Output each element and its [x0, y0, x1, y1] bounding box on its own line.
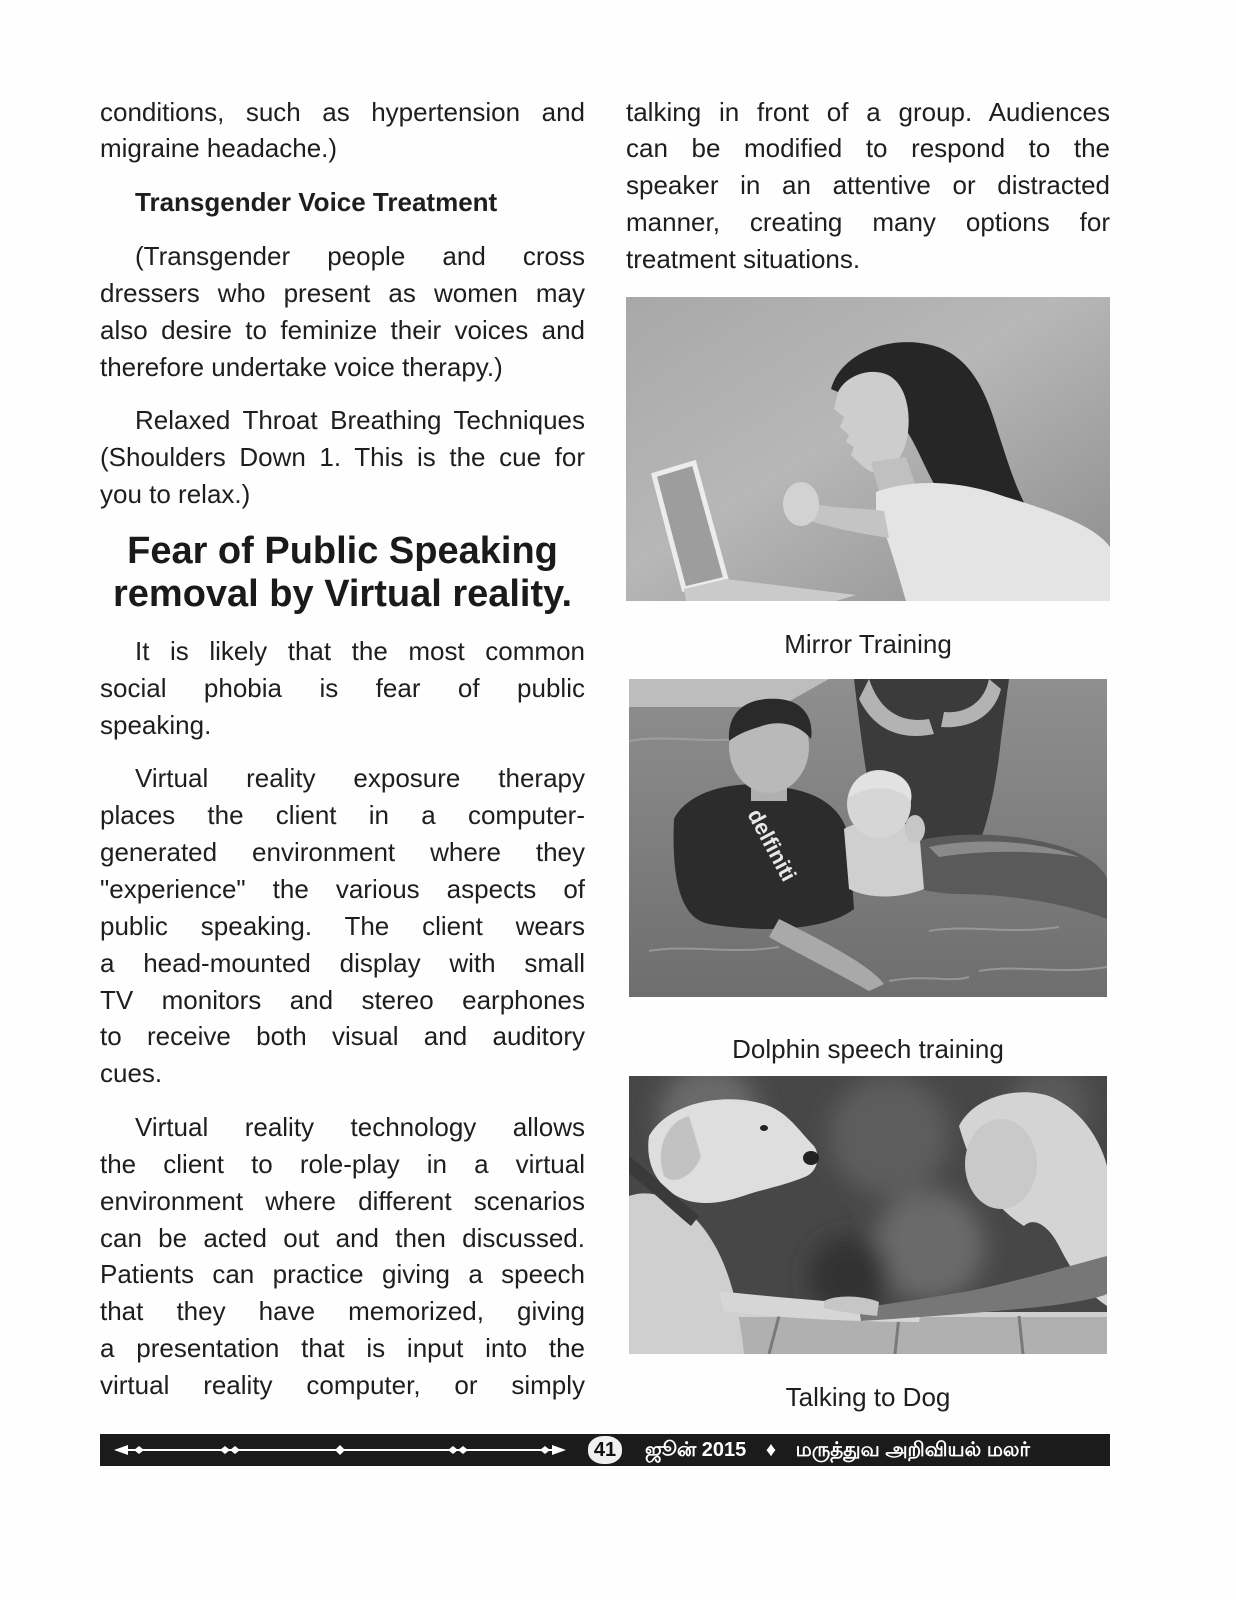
text-line: Relaxed Throat Breathing Techniques — [135, 405, 585, 436]
left-column — [100, 94, 585, 1404]
text-line: can be acted out and then discussed. — [100, 1222, 585, 1253]
continued-paragraph — [626, 94, 1110, 278]
text-line: virtual reality computer, or simply — [100, 1369, 585, 1400]
vest-lettering: delfiniti — [742, 804, 802, 886]
text-line: removal by Virtual reality. — [112, 572, 573, 615]
text-line: "experience" the various aspects of — [100, 874, 585, 904]
caption-dolphin-speech-training: Dolphin speech training — [732, 1034, 1004, 1064]
text-line: social phobia is fear of public — [100, 672, 585, 703]
text-line: Virtual reality technology allows — [135, 1112, 585, 1143]
text-line: cues. — [100, 1058, 163, 1089]
page-footer — [100, 1434, 1110, 1466]
right-column — [626, 94, 1110, 278]
text-line: manner, creating many options for — [626, 207, 1110, 238]
text-line: speaker in an attentive or distracted — [626, 170, 1110, 201]
page-number: 41 — [588, 1436, 622, 1464]
text-line: you to relax.) — [100, 479, 251, 510]
text-line: to receive both visual and auditory — [100, 1021, 585, 1052]
phobia-paragraph — [100, 633, 585, 744]
caption-talking-to-dog: Talking to Dog — [785, 1382, 951, 1412]
magazine-title: மருத்துவ அறிவியல் மலர் — [795, 1439, 1030, 1461]
caption-mirror-training: Mirror Training — [784, 629, 952, 659]
transgender-paragraph — [100, 238, 585, 385]
mirror-training-photo — [626, 297, 1110, 601]
text-line: (Transgender people and cross — [135, 241, 585, 272]
text-line: migraine headache.) — [100, 133, 338, 164]
text-line: a head-mounted display with small — [100, 947, 585, 978]
subheading-transgender-voice: Transgender Voice Treatment — [135, 187, 498, 218]
text-line: (Shoulders Down 1. This is the cue for — [100, 442, 585, 473]
text-line: therefore undertake voice therapy.) — [100, 351, 503, 382]
footer-ornament — [100, 1434, 580, 1466]
text-line: It is likely that the most common — [135, 635, 585, 666]
diamond-separator: ♦ — [765, 1439, 777, 1461]
text-line: Patients can practice giving a speech — [100, 1259, 585, 1290]
text-line: speaking. — [100, 709, 212, 740]
talking-to-dog-photo — [629, 1076, 1107, 1354]
text-line: that they have memorized, giving — [100, 1296, 585, 1327]
text-line: dressers who present as women may — [100, 277, 585, 308]
technology-paragraph — [100, 1109, 585, 1404]
text-line: Virtual reality exposure therapy — [135, 763, 585, 794]
exposure-paragraph — [100, 760, 585, 1092]
dolphin-speech-training-photo — [629, 679, 1107, 997]
text-line: conditions, such as hypertension and — [100, 96, 585, 127]
issue-date: ஜூன் 2015 — [645, 1439, 747, 1461]
text-line: generated environment where they — [100, 837, 585, 868]
text-line: public speaking. The client wears — [100, 910, 585, 941]
text-line: TV monitors and stereo earphones — [100, 984, 585, 1015]
text-line: Fear of Public Speaking — [127, 529, 558, 572]
intro-paragraph — [100, 94, 585, 168]
footer-issue-line — [645, 1434, 1044, 1466]
text-line: talking in front of a group. Audiences — [626, 96, 1110, 127]
text-line: the client to role-play in a virtual — [100, 1148, 585, 1179]
breathing-paragraph — [100, 402, 585, 513]
text-line: places the client in a computer- — [100, 800, 585, 831]
text-line: treatment situations. — [626, 243, 861, 274]
fist — [783, 482, 819, 526]
text-line: also desire to feminize their voices and — [100, 314, 585, 345]
text-line: can be modified to respond to the — [626, 133, 1110, 164]
text-line: environment where different scenarios — [100, 1185, 585, 1216]
section-heading — [100, 530, 585, 616]
text-line: a presentation that is input into the — [100, 1333, 585, 1364]
